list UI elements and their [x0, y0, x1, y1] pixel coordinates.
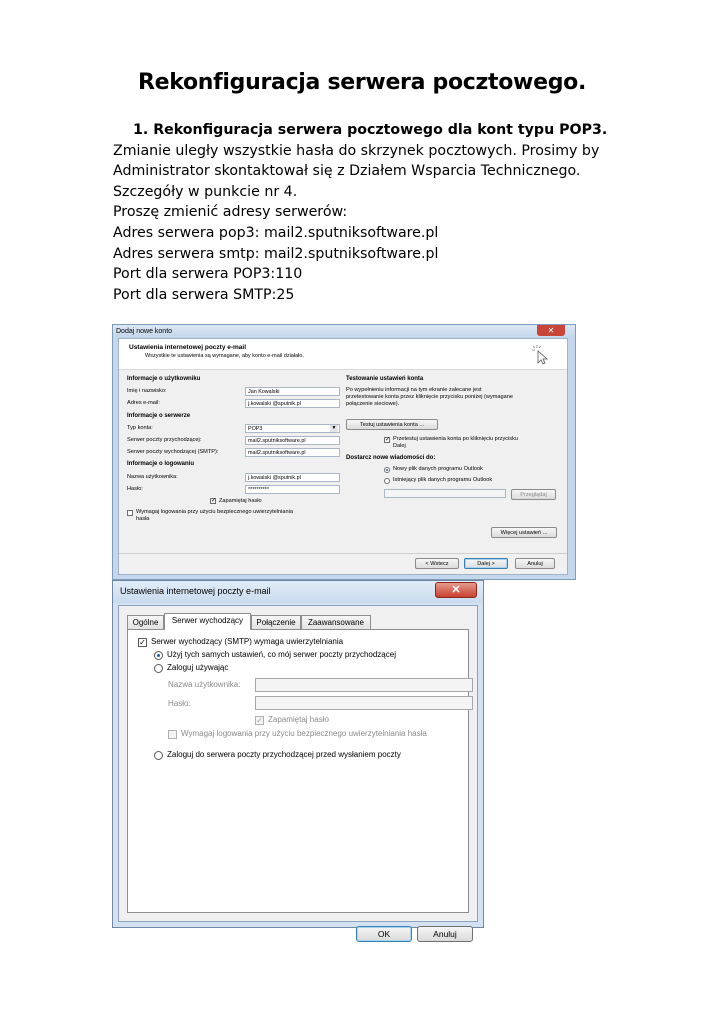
pop-before-smtp-label: Zaloguj do serwera poczty przychodzącej przed wysłaniem poczty	[167, 750, 401, 759]
pop-before-smtp-radio[interactable]	[154, 751, 163, 760]
tab-general[interactable]: Ogólne	[127, 615, 164, 629]
cursor-icon	[531, 343, 553, 365]
account-type-label: Typ konta:	[127, 425, 153, 431]
dialog1-close-button[interactable]: ✕	[537, 325, 565, 336]
next-button[interactable]: Dalej >	[464, 558, 508, 569]
username-label: Nazwa użytkownika:	[127, 474, 178, 480]
existing-pst-label: Istniejący plik danych programu Outlook	[393, 477, 493, 483]
auto-test-label: Przetestuj ustawienia konta po kliknięciu przycisku Dalej	[393, 436, 518, 449]
dialog1-header-title: Ustawienia internetowej poczty e-mail	[129, 344, 247, 351]
smtp-spa-checkbox[interactable]	[168, 730, 177, 739]
ok-button[interactable]: OK	[356, 926, 412, 942]
chevron-down-icon: ▼	[331, 425, 337, 431]
user-info-section: Informacje o użytkowniku	[127, 376, 201, 382]
smtp-password-label: Hasło:	[168, 699, 191, 708]
password-label: Hasło:	[127, 486, 143, 492]
document-body	[113, 120, 653, 305]
smtp-username-input[interactable]	[255, 678, 473, 692]
login-using-label: Zaloguj używając	[167, 663, 229, 672]
same-settings-radio[interactable]	[154, 651, 163, 660]
auto-test-checkbox[interactable]: ✓	[385, 437, 391, 443]
test-account-button[interactable]: Testuj ustawienia konta ...	[346, 419, 438, 430]
email-input[interactable]: j.kowalski @sputnik.pl	[245, 399, 340, 408]
smtp-spa-label: Wymagaj logowania przy użyciu bezpiecznego uwierzytelniania hasła	[181, 729, 427, 738]
paragraph-5: Port dla serwera POP3:110	[113, 266, 303, 283]
account-type-value: POP3	[248, 426, 263, 432]
dialog2-content	[118, 605, 478, 939]
back-button[interactable]: < Wstecz	[415, 558, 459, 569]
paragraph-3: Adres serwera pop3: mail2.sputniksoftware.pl	[113, 224, 439, 241]
dialog2-title: Ustawienia internetowej poczty e-mail	[120, 586, 271, 596]
outgoing-server-label: Serwer poczty wychodzącej (SMTP):	[127, 449, 219, 455]
incoming-server-input[interactable]: mail2.sputniksoftware.pl	[245, 436, 340, 445]
tab-advanced[interactable]: Zaawansowane	[301, 615, 371, 629]
more-settings-button[interactable]: Więcej ustawień ...	[491, 527, 557, 538]
incoming-server-label: Serwer poczty przychodzącej:	[127, 437, 202, 443]
account-type-select[interactable]	[245, 424, 340, 433]
paragraph-2: Proszę zmienić adresy serwerów:	[113, 204, 348, 221]
email-settings-dialog	[112, 580, 484, 939]
dialog1-button-bar	[119, 553, 567, 574]
server-info-section: Informacje o serwerze	[127, 413, 191, 419]
paragraph-4: Adres serwera smtp: mail2.sputniksoftware.pl	[113, 245, 439, 262]
name-label: Imię i nazwisko:	[127, 388, 167, 394]
smtp-username-label: Nazwa użytkownika:	[168, 680, 241, 689]
test-settings-description: Po wypełnieniu informacji na tym ekranie zalecane jest przetestowanie konta przez kliknięcie przycisku poniżej (wymagane połączenie sieciowe).	[346, 387, 513, 407]
paragraph-1: Zmianie uległy wszystkie hasła do skrzynek pocztowych. Prosimy by Administrator skontaktował się z Działem Wsparcia Technicznego. Szczegóły w punkcie nr 4.	[113, 142, 600, 200]
dialog1-titlebar: Dodaj nowe konto	[113, 325, 575, 338]
dialog1-content	[118, 338, 568, 575]
remember-password-checkbox[interactable]: ✓	[211, 498, 217, 504]
smtp-auth-label: Serwer wychodzący (SMTP) wymaga uwierzytelniania	[151, 637, 344, 646]
smtp-auth-checkbox[interactable]: ✓	[139, 638, 146, 647]
username-input[interactable]: j.kowalski @sputnik.pl	[245, 473, 340, 482]
remember-password-label: Zapamiętaj hasło	[219, 498, 262, 504]
dialog2-cancel-button[interactable]: Anuluj	[417, 926, 473, 942]
smtp-remember-label: Zapamiętaj hasło	[268, 715, 329, 724]
outgoing-server-panel	[127, 629, 469, 913]
login-info-section: Informacje o logowaniu	[127, 461, 195, 467]
add-account-dialog	[112, 324, 576, 580]
smtp-password-input[interactable]	[255, 696, 473, 710]
pst-path-input[interactable]	[384, 489, 506, 498]
document-title: Rekonfiguracja serwera pocztowego.	[137, 70, 587, 95]
same-settings-label: Użyj tych samych ustawień, co mój serwer poczty przychodzącej	[167, 650, 396, 659]
password-input[interactable]: **********	[245, 485, 340, 494]
email-label: Adres e-mail:	[127, 400, 160, 406]
section-heading: 1. Rekonfiguracja serwera pocztowego dla kont typu POP3.	[133, 122, 608, 138]
cancel-button[interactable]: Anuluj	[515, 558, 555, 569]
dialog1-header	[119, 339, 567, 370]
new-pst-radio[interactable]	[384, 467, 390, 473]
login-using-radio[interactable]	[154, 664, 163, 673]
test-settings-section: Testowanie ustawień konta	[346, 376, 424, 382]
spa-label: Wymagaj logowania przy użyciu bezpiecznego uwierzytelniania hasła	[136, 509, 293, 522]
outgoing-server-input[interactable]: mail2.sputniksoftware.pl	[245, 448, 340, 457]
paragraph-6: Port dla serwera SMTP:25	[113, 286, 295, 303]
tab-connection[interactable]: Połączenie	[251, 615, 301, 629]
dialog2-titlebar	[113, 581, 483, 603]
existing-pst-radio[interactable]	[384, 478, 390, 484]
smtp-remember-checkbox[interactable]: ✓	[256, 716, 263, 725]
tab-outgoing-server[interactable]: Serwer wychodzący	[164, 613, 251, 630]
new-pst-label: Nowy plik danych programu Outlook	[393, 466, 483, 472]
dialog2-close-button[interactable]: ✕	[435, 582, 477, 598]
deliver-section: Dostarcz nowe wiadomości do:	[346, 455, 436, 461]
name-input[interactable]: Jan Kowalski	[245, 387, 340, 396]
spa-checkbox[interactable]	[127, 510, 133, 516]
dialog1-header-subtitle: Wszystkie te ustawienia są wymagane, aby konto e-mail działało.	[145, 353, 304, 359]
browse-button[interactable]: Przeglądaj	[511, 489, 556, 500]
